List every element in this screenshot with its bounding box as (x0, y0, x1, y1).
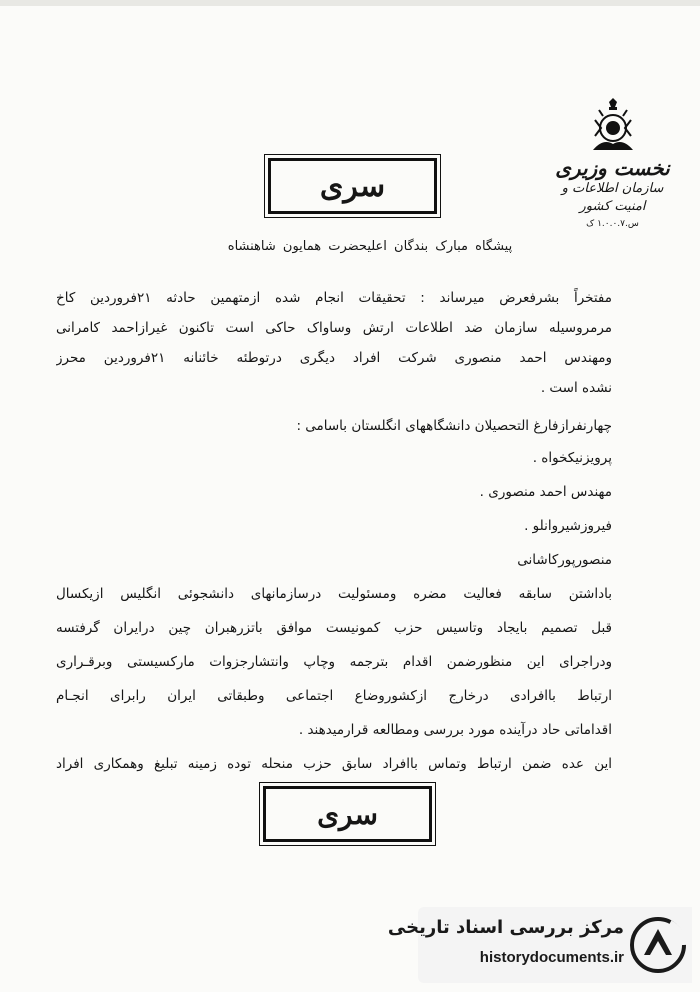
body-line: قبل تصمیم بایجاد وتاسیس حزب کمونیست موافق باتزرهبران چین درایران گرفتسه (56, 620, 612, 636)
body-line: ودراجرای این منظورضمن اقدام بترجمه وچاپ وانتشارجزوات مارکسیستی وبرقـراری (56, 654, 612, 670)
watermark-url: historydocuments.ir (479, 949, 624, 966)
letterhead-office: نخست وزیری (555, 156, 670, 180)
body-line: ومهندس احمد منصوری شرکت افراد دیگری درتوطئه خائنانه ۲۱فروردین محرز (56, 350, 612, 366)
body-line: چهارنفرازفارغ التحصیلان دانشگاههای انگلستان باسامی : (296, 418, 612, 434)
body-line: مرمروسیله سازمان ضد اطلاعات ارتش وساواک حاکی است تاکنون غیرازاحمد کامرانی (56, 320, 612, 336)
letterhead-organization: سازمان اطلاعات و امنیت کشور (561, 181, 664, 214)
letter-body (56, 283, 612, 781)
letterhead-reference: س.۱.۰.۰.۷ ک (586, 219, 639, 229)
lion-and-sun-emblem-icon (585, 98, 641, 156)
letterhead (555, 98, 670, 230)
page-edge (0, 0, 700, 6)
name-list-item: پرویزنیکخواه . (532, 450, 612, 466)
salutation: پیشگاه مبارک بندگان اعلیحضرت همایون شاهنشاه (227, 239, 513, 254)
name-list-item: منصورپورکاشانی (517, 552, 612, 568)
body-line: نشده است . (540, 380, 612, 396)
body-line: اقداماتی حاد درآینده مورد بررسی ومطالعه قرارمیدهند . (298, 722, 612, 738)
watermark-title: مرکز بررسی اسناد تاریخی (387, 917, 624, 938)
name-list-item: مهندس احمد منصوری . (479, 484, 612, 500)
watermark (387, 907, 692, 983)
body-line: مفتخراً بشرفعرض میرساند : تحقیقات انجام شده ازمتهمین حادثه ۲۱فروردین کاخ (56, 290, 612, 306)
body-line: باداشتن سابقه فعالیت مضره ومسئولیت درسازمانهای دانشجوئی انگلیس ازیکسال (56, 586, 612, 602)
body-line: این عده ضمن ارتباط وتماس باافراد سابق حزب منحله توده زمینه تبلیغ وهمکاری افراد (56, 756, 612, 772)
classification-stamp-bottom: سری (263, 786, 432, 842)
name-list-item: فیروزشیروانلو . (524, 518, 612, 534)
body-line: ارتباط باافرادی درخارج ازکشوروضاع اجتماعی وطبقاتی ایران رابرای انجـام (56, 688, 612, 704)
history-documents-logo-icon (630, 915, 686, 975)
classification-stamp-top: سری (268, 158, 437, 214)
